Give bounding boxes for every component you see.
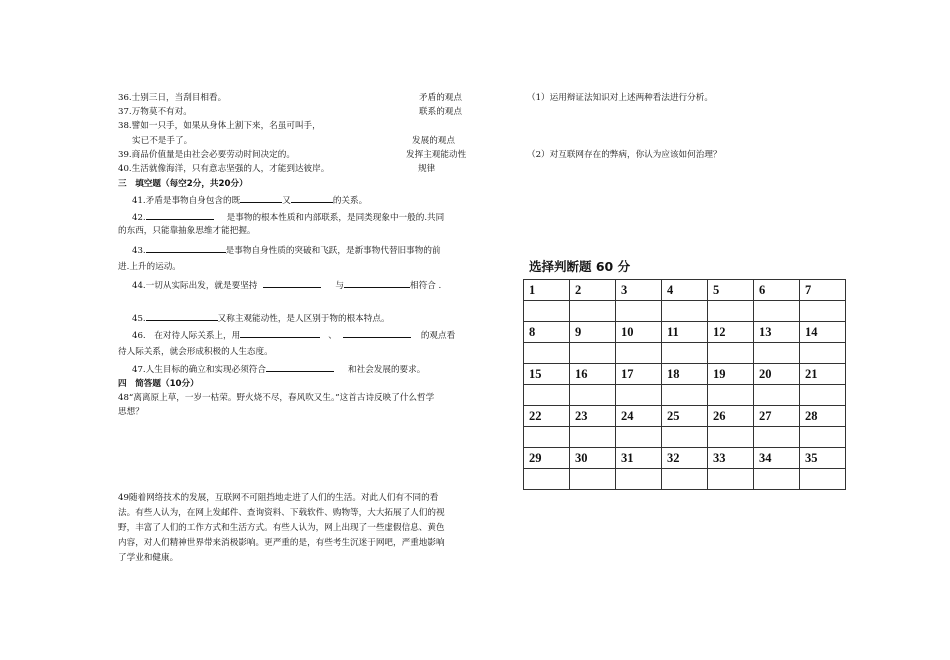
answer-cell[interactable] [616, 385, 662, 406]
q41-text-b: 又 [282, 196, 291, 206]
q44-blank-2[interactable] [344, 279, 410, 288]
question-number-cell: 11 [662, 322, 708, 343]
question-number-cell: 28 [800, 406, 846, 427]
section-4-title: 四 简答题（10分） [118, 379, 199, 389]
answer-cell[interactable] [708, 343, 754, 364]
answer-cell[interactable] [754, 427, 800, 448]
question-44 [132, 279, 441, 292]
q44-text-a: 44.一切从实际出发，就是要坚持 [132, 281, 258, 291]
q42-text-b: 是事物的根本性质和内部联系，是同类现象中一般的.共同 [226, 213, 445, 223]
question-number-cell: 29 [524, 448, 570, 469]
answer-cell[interactable] [570, 385, 616, 406]
q44-text-b: 与 [335, 281, 344, 291]
question-48-line1: 48“离离原上草，一岁一枯荣。野火烧不尽，春风吹又生。”这首古诗反映了什么哲学 [118, 393, 435, 403]
matching-question-36: 36.士别三日，当刮目相看。 [118, 93, 227, 103]
question-number-cell: 8 [524, 322, 570, 343]
matching-question-38-cont: 实已不是手了。 [132, 136, 193, 146]
q45-blank-1[interactable] [146, 312, 218, 321]
answer-cell[interactable] [524, 301, 570, 322]
q43-text-a: 43. [132, 246, 146, 256]
question-48-line2: 思想？ [118, 407, 144, 417]
question-number-cell: 20 [754, 364, 800, 385]
answer-cell[interactable] [524, 343, 570, 364]
question-number-cell: 25 [662, 406, 708, 427]
answer-cell[interactable] [616, 301, 662, 322]
table-row-answers [524, 427, 846, 448]
answer-cell[interactable] [800, 385, 846, 406]
question-46 [132, 329, 455, 342]
question-number-cell: 23 [570, 406, 616, 427]
q46-text-b: 、 [328, 331, 337, 341]
question-42 [132, 211, 444, 224]
question-49-sub1: （1）运用辩证法知识对上述两种看法进行分析。 [527, 93, 713, 103]
answer-cell[interactable] [524, 469, 570, 490]
answer-cell[interactable] [754, 469, 800, 490]
answer-table-title: 选择判断题 60 分 [529, 259, 631, 274]
q47-blank-1[interactable] [266, 363, 334, 372]
q42-text-a: 42. [132, 213, 146, 223]
answer-cell[interactable] [524, 427, 570, 448]
answer-cell[interactable] [662, 343, 708, 364]
q47-text-a: 47.人生目标的确立和实现必须符合 [132, 365, 266, 375]
question-49-line3: 野，丰富了人们的工作方式和生活方式。有些人认为，网上出现了一些虚假信息、黄色 [118, 523, 445, 533]
q45-text-b: 又称主观能动性，是人区别于物的根本特点。 [217, 314, 390, 324]
answer-cell[interactable] [662, 301, 708, 322]
question-number-cell: 16 [570, 364, 616, 385]
question-49-line5: 了学业和健康。 [118, 553, 179, 563]
q41-text-a: 41.矛盾是事物自身包含的既 [132, 196, 241, 206]
question-43 [132, 244, 441, 257]
matching-answer-40: 规律 [418, 164, 436, 174]
q46-blank-2[interactable] [343, 329, 411, 338]
question-number-cell: 15 [524, 364, 570, 385]
question-number-cell: 34 [754, 448, 800, 469]
q43-text-b: 是事物自身性质的突破和飞跃，是新事物代替旧事物的前 [225, 246, 441, 256]
table-row-answers [524, 343, 846, 364]
question-number-cell: 3 [616, 280, 662, 301]
question-number-cell: 31 [616, 448, 662, 469]
q44-text-c: 相符合 . [410, 281, 442, 291]
matching-answer-36: 矛盾的观点 [419, 93, 462, 103]
q46-text-c: 的观点看 [420, 331, 456, 341]
q41-blank-1[interactable] [240, 194, 282, 203]
answer-cell[interactable] [754, 385, 800, 406]
question-number-cell: 26 [708, 406, 754, 427]
matching-answer-39: 发挥主观能动性 [406, 150, 467, 160]
answer-cell[interactable] [570, 427, 616, 448]
answer-cell[interactable] [662, 469, 708, 490]
matching-question-39: 39.商品价值量是由社会必要劳动时间决定的。 [118, 150, 295, 160]
answer-cell[interactable] [708, 469, 754, 490]
question-number-cell: 19 [708, 364, 754, 385]
table-row-numbers [524, 406, 846, 427]
answer-cell[interactable] [708, 427, 754, 448]
question-number-cell: 14 [800, 322, 846, 343]
answer-cell[interactable] [708, 385, 754, 406]
answer-cell[interactable] [800, 343, 846, 364]
question-number-cell: 22 [524, 406, 570, 427]
answer-grid-table [523, 279, 846, 490]
question-number-cell: 1 [524, 280, 570, 301]
question-number-cell: 9 [570, 322, 616, 343]
question-49-line2: 法。有些人认为，在网上发邮件、查询资料、下载软件、购物等，大大拓展了人们的视 [118, 508, 445, 518]
question-number-cell: 30 [570, 448, 616, 469]
question-42-line2: 的东西，只能靠抽象思维才能把握。 [118, 226, 256, 236]
answer-cell[interactable] [662, 385, 708, 406]
answer-cell[interactable] [800, 301, 846, 322]
question-41 [132, 194, 367, 207]
matching-question-37: 37.万物莫不有对。 [118, 107, 192, 117]
answer-cell[interactable] [800, 427, 846, 448]
q47-text-b: 和社会发展的要求。 [347, 365, 426, 375]
question-number-cell: 35 [800, 448, 846, 469]
q44-blank-1[interactable] [263, 279, 321, 288]
question-number-cell: 33 [708, 448, 754, 469]
answer-cell[interactable] [662, 427, 708, 448]
question-number-cell: 27 [754, 406, 800, 427]
answer-cell[interactable] [524, 385, 570, 406]
question-number-cell: 18 [662, 364, 708, 385]
matching-question-38: 38.譬如一只手，如果从身体上割下来，名虽可叫手， [118, 121, 321, 131]
matching-answer-37: 联系的观点 [419, 107, 462, 117]
matching-answer-38: 发展的观点 [412, 136, 455, 146]
question-number-cell: 6 [754, 280, 800, 301]
table-row-answers [524, 469, 846, 490]
question-43-line2: 进.上升的运动。 [118, 262, 181, 272]
table-row-answers [524, 385, 846, 406]
question-number-cell: 7 [800, 280, 846, 301]
question-number-cell: 13 [754, 322, 800, 343]
answer-cell[interactable] [616, 427, 662, 448]
answer-cell[interactable] [708, 301, 754, 322]
answer-cell[interactable] [754, 301, 800, 322]
question-number-cell: 24 [616, 406, 662, 427]
question-49-line4: 内容，对人们精神世界带来消极影响。更严重的是，有些考生沉迷于网吧，严重地影响 [118, 538, 445, 548]
answer-cell[interactable] [570, 469, 616, 490]
question-number-cell: 5 [708, 280, 754, 301]
section-3-title: 三 填空题（每空2分，共20分） [118, 179, 248, 189]
question-number-cell: 17 [616, 364, 662, 385]
question-number-cell: 21 [800, 364, 846, 385]
matching-question-40: 40.生活就像海洋，只有意志坚强的人，才能到达彼岸。 [118, 164, 330, 174]
table-row-numbers [524, 280, 846, 301]
question-number-cell: 10 [616, 322, 662, 343]
question-number-cell: 4 [662, 280, 708, 301]
question-45 [132, 312, 390, 325]
q42-blank-1[interactable] [146, 211, 214, 220]
answer-cell[interactable] [754, 343, 800, 364]
q43-blank-1[interactable] [146, 244, 226, 253]
answer-cell[interactable] [800, 469, 846, 490]
q46-text-a: 46. 在对待人际关系上，用 [132, 331, 241, 341]
question-number-cell: 12 [708, 322, 754, 343]
q41-text-c: 的关系。 [332, 196, 368, 206]
question-46-line2: 待人际关系，就会形成积极的人生态度。 [118, 347, 273, 357]
answer-cell[interactable] [616, 469, 662, 490]
question-49-sub2: （2）对互联网存在的弊病，你认为应该如何治理？ [527, 150, 722, 160]
table-row-answers [524, 301, 846, 322]
answer-cell[interactable] [616, 343, 662, 364]
q46-blank-1[interactable] [240, 329, 320, 338]
question-49-line1: 49随着网络技术的发展，互联网不可阻挡地走进了人们的生活。对此人们有不同的看 [118, 493, 439, 503]
q45-text-a: 45. [132, 314, 146, 324]
table-row-numbers [524, 364, 846, 385]
answer-cell[interactable] [570, 343, 616, 364]
table-row-numbers [524, 448, 846, 469]
table-row-numbers [524, 322, 846, 343]
question-number-cell: 2 [570, 280, 616, 301]
question-47 [132, 363, 425, 376]
answer-cell[interactable] [570, 301, 616, 322]
question-number-cell: 32 [662, 448, 708, 469]
q41-blank-2[interactable] [291, 194, 333, 203]
